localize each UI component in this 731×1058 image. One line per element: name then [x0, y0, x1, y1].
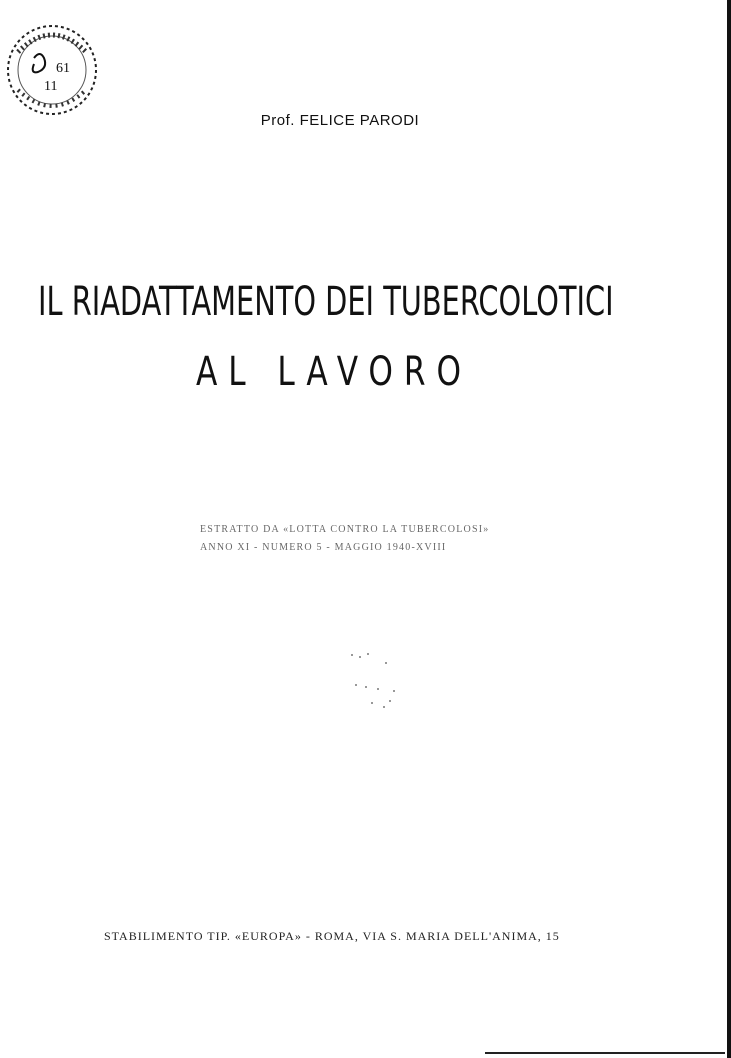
library-stamp — [4, 22, 100, 118]
page-edge — [727, 0, 731, 1058]
author-name: Prof. FELICE PARODI — [260, 112, 420, 129]
title-line-1: IL RIADATTAMENTO DEI TUBERCOLOTICI — [38, 279, 614, 325]
stamp-number-2: 11 — [44, 79, 58, 94]
stamp-number-1: 61 — [56, 61, 70, 76]
title-line-2: AL LAVORO — [196, 349, 472, 395]
page-bottom-edge — [485, 1052, 725, 1054]
faint-imprint-mark — [345, 648, 405, 718]
extract-issue-line: ANNO XI - NUMERO 5 - MAGGIO 1940-XVIII — [200, 542, 447, 553]
printer-imprint: STABILIMENTO TIP. «EUROPA» - ROMA, VIA S. MARIA DELL'ANIMA, 15 — [104, 929, 560, 943]
extract-source-line: ESTRATTO DA «LOTTA CONTRO LA TUBERCOLOSI» — [200, 524, 490, 535]
